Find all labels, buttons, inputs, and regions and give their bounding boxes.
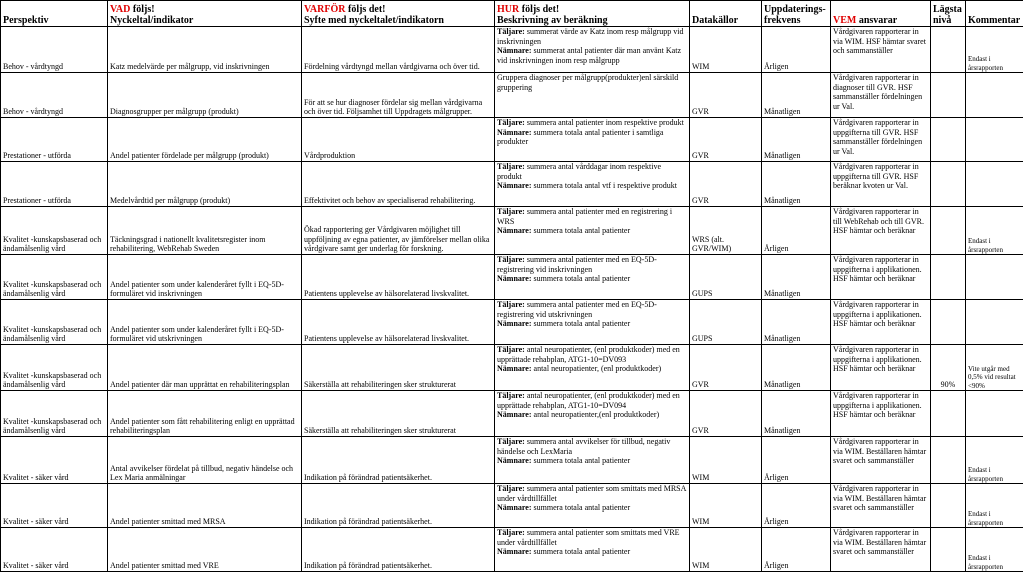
cell-berakning <box>495 73 690 118</box>
table-row <box>1 345 1023 391</box>
denominator-label: Nämnare: <box>497 181 532 191</box>
table-row <box>1 118 1023 162</box>
cell-berakning <box>495 345 690 391</box>
cell-frekvens: Årligen <box>762 437 831 484</box>
cell-indikator: Andel patienter smittad med MRSA <box>108 484 302 528</box>
cell-perspektiv: Kvalitet - säker vård <box>1 484 108 528</box>
header-vad: VAD följs! Nyckeltal/indikator <box>108 1 302 27</box>
cell-syfte: För att se hur diagnoser fördelar sig mellan vårdgivarna och över tid. Följsamhet till Uppdragets målgrupper. <box>302 73 495 118</box>
table-row <box>1 300 1023 345</box>
cell-perspektiv: Kvalitet -kunskapsbaserad och ändamålsenlig vård <box>1 345 108 391</box>
cell-indikator: Andel patienter som under kalenderåret fyllt i EQ-5D-formuläret vid inskrivningen <box>108 255 302 300</box>
cell-perspektiv: Behov - vårdtyngd <box>1 73 108 118</box>
denominator-label: Nämnare: <box>497 547 532 557</box>
cell-syfte: Säkerställa att rehabiliteringen sker strukturerat <box>302 391 495 437</box>
numerator-text: Gruppera diagnoser per målgrupp(produkter)enl särskild gruppering <box>497 73 679 92</box>
numerator-label: Täljare: <box>497 27 525 36</box>
denominator-label: Nämnare: <box>497 226 532 236</box>
cell-kommentar <box>966 391 1023 437</box>
cell-indikator: Andel patienter där man upprättat en rehabiliteringsplan <box>108 345 302 391</box>
cell-datakalla: WIM <box>690 484 762 528</box>
numerator-text: antal neuropatienter, (enl produktkoder) med en upprättade rehabplan, ATG1-10=DV093 <box>497 345 680 364</box>
cell-kommentar <box>966 300 1023 345</box>
denominator-text: summera totala antal patienter <box>531 547 631 557</box>
numerator-text: summera antal patienter med en EQ-5D-registrering vid utskrivningen <box>497 300 657 319</box>
cell-perspektiv: Prestationer - utförda <box>1 162 108 207</box>
cell-syfte: Ökad rapportering ger Vårdgivaren möjlighet till uppföljning av egna patienter, av jämförelser mellan olika vårdgivare samt ger underlag för forskning. <box>302 207 495 255</box>
cell-kommentar: Endast i årsrapporten <box>966 484 1023 528</box>
denominator-text: antal neuropatienter, (enl produktkoder) <box>531 364 662 374</box>
cell-indikator: Andel patienter som under kalenderåret fyllt i EQ-5D-formuläret vid utskrivningen <box>108 300 302 345</box>
cell-indikator: Andel patienter fördelade per målgrupp (produkt) <box>108 118 302 162</box>
cell-frekvens: Månatligen <box>762 162 831 207</box>
cell-indikator: Antal avvikelser fördelat på tillbud, negativ händelse och Lex Maria anmälningar <box>108 437 302 484</box>
cell-kommentar: Vite utgår med 0,5% vid resultat <90% <box>966 345 1023 391</box>
table-row <box>1 437 1023 484</box>
cell-ansvar: Vårdgivaren rapporterar in via WIM. HSF hämtar svaret och sammanställer <box>831 27 931 73</box>
cell-indikator: Medelvårdtid per målgrupp (produkt) <box>108 162 302 207</box>
cell-frekvens: Årligen <box>762 528 831 572</box>
cell-datakalla: GVR <box>690 73 762 118</box>
cell-ansvar: Vårdgivaren rapporterar in uppgifterna i applikationen. HSF hämtar och beräknar <box>831 255 931 300</box>
denominator-label: Nämnare: <box>497 503 532 513</box>
denominator-label: Nämnare: <box>497 127 532 137</box>
header-frekvens: Uppdaterings- frekvens <box>762 1 831 27</box>
denominator-label: Nämnare: <box>497 319 532 329</box>
header-varfor-subtitle: Syfte med nyckeltalet/indikatorn <box>304 15 444 26</box>
cell-perspektiv: Kvalitet - säker vård <box>1 528 108 572</box>
cell-syfte: Indikation på förändrad patientsäkerhet. <box>302 437 495 484</box>
cell-frekvens: Månatligen <box>762 345 831 391</box>
denominator-text: summera totala antal patienter <box>531 503 631 513</box>
header-lagsta-niva: Lägsta nivå <box>931 1 966 27</box>
header-hur-emphasis: HUR <box>497 4 520 15</box>
denominator-text: summera totala antal vtf i respektive produkt <box>531 181 678 191</box>
cell-perspektiv: Kvalitet -kunskapsbaserad och ändamålsenlig vård <box>1 391 108 437</box>
cell-kommentar <box>966 118 1023 162</box>
cell-indikator: Diagnosgrupper per målgrupp (produkt) <box>108 73 302 118</box>
numerator-text: summera antal vårddagar inom respektive produkt <box>497 162 662 181</box>
cell-perspektiv: Prestationer - utförda <box>1 118 108 162</box>
denominator-label: Nämnare: <box>497 274 532 284</box>
table-row <box>1 528 1023 572</box>
cell-frekvens: Årligen <box>762 207 831 255</box>
cell-lagsta-niva <box>931 391 966 437</box>
numerator-label: Täljare: <box>497 484 525 493</box>
cell-perspektiv: Kvalitet - säker vård <box>1 437 108 484</box>
cell-lagsta-niva <box>931 27 966 73</box>
header-varfor: VARFÖR följs det! Syfte med nyckeltalet/indikatorn <box>302 1 495 27</box>
denominator-text: summera totala antal patienter <box>531 319 631 329</box>
numerator-label: Täljare: <box>497 528 525 537</box>
denominator-label: Nämnare: <box>497 456 532 466</box>
cell-lagsta-niva <box>931 528 966 572</box>
cell-ansvar: Vårdgivaren rapporterar in till WebRehab och till GVR. HSF hämtar och beräknar <box>831 207 931 255</box>
cell-lagsta-niva <box>931 118 966 162</box>
cell-datakalla: WIM <box>690 528 762 572</box>
table-body <box>1 27 1023 572</box>
numerator-text: summerat värde av Katz inom resp målgrupp vid inskrivningen <box>497 27 684 46</box>
cell-lagsta-niva <box>931 162 966 207</box>
cell-ansvar: Vårdgivaren rapporterar in via WIM. Beställaren hämtar svaret och sammanställer <box>831 437 931 484</box>
cell-frekvens: Månatligen <box>762 391 831 437</box>
table-row <box>1 255 1023 300</box>
cell-syfte: Effektivitet och behov av specialiserad rehabilitering. <box>302 162 495 207</box>
cell-datakalla: GUPS <box>690 255 762 300</box>
table-row <box>1 484 1023 528</box>
cell-ansvar: Vårdgivaren rapporterar in diagnoser till GVR. HSF sammanställer fördelningen ur Val. <box>831 73 931 118</box>
denominator-text: summera totala antal patienter <box>531 226 631 236</box>
cell-frekvens: Årligen <box>762 27 831 73</box>
cell-frekvens: Månatligen <box>762 118 831 162</box>
cell-frekvens: Månatligen <box>762 255 831 300</box>
header-vad-emphasis: VAD <box>110 4 131 15</box>
header-vem-emphasis: VEM <box>833 15 857 26</box>
numerator-text: summera antal patienter inom respektive produkt <box>524 118 684 127</box>
header-perspektiv: Perspektiv <box>1 1 108 27</box>
header-hur-subtitle: Beskrivning av beräkning <box>497 15 608 26</box>
cell-berakning <box>495 27 690 73</box>
denominator-text: summera totala antal patienter <box>531 456 631 466</box>
table-row <box>1 391 1023 437</box>
table-row <box>1 162 1023 207</box>
cell-lagsta-niva <box>931 437 966 484</box>
cell-datakalla: WIM <box>690 27 762 73</box>
denominator-text: summera totala antal patienter <box>531 274 631 284</box>
numerator-label: Täljare: <box>497 207 525 216</box>
cell-kommentar <box>966 73 1023 118</box>
numerator-label: Täljare: <box>497 118 525 127</box>
numerator-label: Täljare: <box>497 162 525 171</box>
numerator-text: summera antal patienter som smittats med VRE under vårdtillfället <box>497 528 680 547</box>
cell-lagsta-niva: 90% <box>931 345 966 391</box>
cell-berakning <box>495 391 690 437</box>
cell-ansvar: Vårdgivaren rapporterar in uppgifterna i applikationen. HSF hämtar och beräknar <box>831 391 931 437</box>
numerator-label: Täljare: <box>497 300 525 309</box>
header-vad-subtitle: Nyckeltal/indikator <box>110 15 194 26</box>
denominator-text: summerat antal patienter där man använt Katz vid inskrivningen inom resp målgrupp <box>497 46 682 65</box>
numerator-text: summera antal patienter med en EQ-5D-registrering vid inskrivningen <box>497 255 657 274</box>
cell-berakning <box>495 484 690 528</box>
numerator-text: summera antal patienter som smittats med MRSA under vårdtillfället <box>497 484 686 503</box>
cell-datakalla: WIM <box>690 437 762 484</box>
cell-berakning <box>495 437 690 484</box>
cell-syfte: Patientens upplevelse av hälsorelaterad livskvalitet. <box>302 300 495 345</box>
numerator-text: summera antal avvikelser för tillbud, negativ händelse och LexMaria <box>497 437 671 456</box>
cell-berakning <box>495 162 690 207</box>
cell-indikator: Andel patienter som fått rehabilitering enligt en upprättad rehabiliteringsplan <box>108 391 302 437</box>
numerator-text: summera antal patienter med en registrering i WRS <box>497 207 673 226</box>
denominator-label: Nämnare: <box>497 410 532 420</box>
cell-syfte: Patientens upplevelse av hälsorelaterad livskvalitet. <box>302 255 495 300</box>
cell-perspektiv: Kvalitet -kunskapsbaserad och ändamålsenlig vård <box>1 207 108 255</box>
cell-lagsta-niva <box>931 484 966 528</box>
cell-ansvar: Vårdgivaren rapporterar in via WIM. Beställaren hämtar svaret och sammanställer <box>831 484 931 528</box>
cell-datakalla: GVR <box>690 345 762 391</box>
cell-ansvar: Vårdgivaren rapporterar in via WIM. Beställaren hämtar svaret och sammanställer <box>831 528 931 572</box>
cell-syfte: Indikation på förändrad patientsäkerhet. <box>302 484 495 528</box>
cell-indikator: Katz medelvärde per målgrupp, vid inskrivningen <box>108 27 302 73</box>
numerator-label: Täljare: <box>497 345 525 354</box>
cell-datakalla: GVR <box>690 118 762 162</box>
header-datakallor: Datakällor <box>690 1 762 27</box>
cell-lagsta-niva <box>931 73 966 118</box>
denominator-label: Nämnare: <box>497 46 532 56</box>
cell-perspektiv: Behov - vårdtyngd <box>1 27 108 73</box>
cell-berakning <box>495 255 690 300</box>
cell-datakalla: GUPS <box>690 300 762 345</box>
header-kommentar: Kommentar <box>966 1 1023 27</box>
cell-kommentar: Endast i årsrapporten <box>966 207 1023 255</box>
cell-ansvar: Vårdgivaren rapporterar in uppgifterna till GVR. HSF beräknar kvoten ur Val. <box>831 162 931 207</box>
header-vem: VEM ansvarar <box>831 1 931 27</box>
cell-ansvar: Vårdgivaren rapporterar in uppgifterna till GVR. HSF sammanställer fördelningen ur Val. <box>831 118 931 162</box>
header-varfor-emphasis: VARFÖR <box>304 4 346 15</box>
numerator-text: antal neuropatienter, (enl produktkoder) med en upprättade rehabplan, ATG1-10=DV094 <box>497 391 680 410</box>
cell-frekvens: Årligen <box>762 484 831 528</box>
cell-berakning <box>495 300 690 345</box>
table-row <box>1 73 1023 118</box>
cell-berakning <box>495 207 690 255</box>
cell-frekvens: Månatligen <box>762 73 831 118</box>
cell-kommentar: Endast i årsrapporten <box>966 27 1023 73</box>
cell-syfte: Indikation på förändrad patientsäkerhet. <box>302 528 495 572</box>
cell-datakalla: WRS (alt. GVR/WIM) <box>690 207 762 255</box>
cell-kommentar <box>966 162 1023 207</box>
table-row <box>1 207 1023 255</box>
cell-kommentar: Endast i årsrapporten <box>966 528 1023 572</box>
cell-lagsta-niva <box>931 300 966 345</box>
numerator-label: Täljare: <box>497 255 525 264</box>
cell-perspektiv: Kvalitet -kunskapsbaserad och ändamålsenlig vård <box>1 300 108 345</box>
header-hur: HUR följs det! Beskrivning av beräkning <box>495 1 690 27</box>
numerator-label: Täljare: <box>497 391 525 400</box>
cell-ansvar: Vårdgivaren rapporterar in uppgifterna i applikationen. HSF hämtar och beräknar <box>831 345 931 391</box>
cell-berakning <box>495 118 690 162</box>
cell-datakalla: GVR <box>690 391 762 437</box>
cell-perspektiv: Kvalitet -kunskapsbaserad och ändamålsenlig vård <box>1 255 108 300</box>
cell-indikator: Andel patienter smittad med VRE <box>108 528 302 572</box>
numerator-label: Täljare: <box>497 437 525 446</box>
cell-frekvens: Månatligen <box>762 300 831 345</box>
cell-lagsta-niva <box>931 255 966 300</box>
denominator-text: antal neuropatienter,(enl produktkoder) <box>531 410 660 420</box>
denominator-text: summera totala antal patienter i samtliga produkter <box>497 127 664 147</box>
cell-syfte: Fördelning vårdtyngd mellan vårdgivarna och över tid. <box>302 27 495 73</box>
cell-syfte: Vårdproduktion <box>302 118 495 162</box>
cell-kommentar <box>966 255 1023 300</box>
cell-ansvar: Vårdgivaren rapporterar in uppgifterna i applikationen. HSF hämtar och beräknar <box>831 300 931 345</box>
cell-kommentar: Endast i årsrapporten <box>966 437 1023 484</box>
cell-syfte: Säkerställa att rehabiliteringen sker strukturerat <box>302 345 495 391</box>
header-row <box>1 1 1023 27</box>
denominator-label: Nämnare: <box>497 364 532 374</box>
cell-indikator: Täckningsgrad i nationellt kvalitetsregister inom rehabilitering, WebRehab Sweden <box>108 207 302 255</box>
cell-lagsta-niva <box>931 207 966 255</box>
cell-datakalla: GVR <box>690 162 762 207</box>
cell-berakning <box>495 528 690 572</box>
table-row <box>1 27 1023 73</box>
